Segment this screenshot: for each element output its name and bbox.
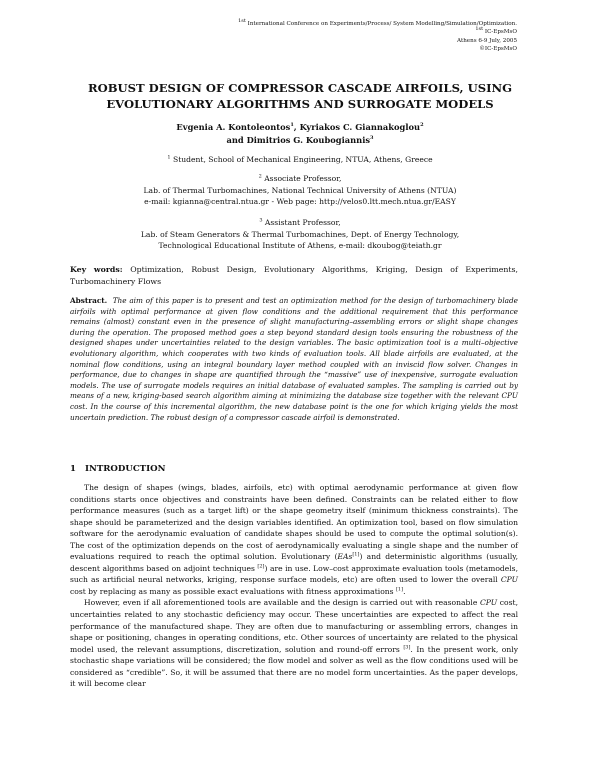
paragraph: The design of shapes (wings, blades, airfoils, etc) with optimal aerodynamic performance at given flow conditions starts once objectives and constraints have been defined. Constraints can be related either to flow performance measures (such as a target lift) or the shape geometry itself (minimum thickness constraints). The shape should be parameterized and the design variables identified. An optimization tool, based on flow simulation software for the aerodynamic evaluation of candidate shapes should be used to compute the optimal solution(s). The cost of the optimization depends on the cost of aerodynamically evaluating a single shape and the number of evaluations required to reach the optimal solution. Evolutionary (EAs[1]) and deterministic algorithms (usually, descent algorithms based on adjoint techniques [2]) are in use. Low–cost approximate evaluation tools (metamodels, such as artificial neural networks, kriging, response surface models, etc) are often used to lower the overall CPU cost by replacing as many as possible exact evaluations with fitness approximations [1].	[70, 483, 519, 596]
author-name: Evgenia A. Kontoleontos	[176, 122, 291, 132]
abstract-label: Abstract.	[70, 296, 108, 305]
section-heading: 1 INTRODUCTION	[70, 464, 166, 474]
conference-date: Athens 6-9 July, 2005	[457, 37, 517, 44]
keywords-label: Key words:	[70, 265, 123, 274]
keywords	[70, 264, 518, 287]
citation: [3]	[403, 644, 411, 651]
abstract-text: The aim of this paper is to present and test an optimization method for the design of turbomachinery blade airfoils with optimal performance at given flow conditions and the additional requirement that this performance remains (almost) constant even in the presence of slight manufacturing–assembling errors or slight shape changes during the operation. The proposed method goes a step beyond standard design tools ensuring the robustness of the designed shapes under uncertainties related to the design variables. The basic optimization tool is a multi–objective evolutionary algorithm, which cooperates with two kinds of evaluation tools. All blade airfoils are evaluated, at the nominal flow conditions, using an integral boundary layer method coupled with an inviscid flow solver. Changes in performance, due to changes in shape are quantified through the “massive” use of inexpensive, surrogate evaluation models. The use of surrogate models requires an initial database of evaluated samples. The sampling is carried out by means of a new, kriging-based search algorithm aiming at minimizing the database size together with the relevant CPU cost. In the course of this incremental algorithm, the new database point is the one for which kriging yields the most uncertain prediction. The robust design of a compressor cascade airfoil is demonstrated.	[70, 296, 519, 422]
contact-line: e-mail: kgianna@central.ntua.gr - Web page: http://velos0.ltt.mech.ntua.gr/EASY	[144, 197, 456, 206]
affiliation-1: $^1$ Student, School of Mechanical Engineering, NTUA, Athens, Greece	[167, 154, 433, 164]
affiliation-2: $^2$ Associate Professor, Lab. of Thermal Turbomachines, National Technical University of Athens (NTUA) e-mail: kgianna@central.ntua.gr - Web page: http://velos0.ltt.mech.ntua.gr/EASY	[40, 173, 560, 208]
affiliation-3: $^3$ Assistant Professor, Lab. of Steam Generators & Thermal Turbomachines, Dept. of Energy Technology, Technological Educational Institute of Athens, e-mail: dkoubog@teiath.gr	[40, 217, 560, 252]
citation: [2]	[257, 563, 265, 570]
running-head	[117, 20, 517, 53]
paragraph: However, even if all aforementioned tools are available and the design is carried out with reasonable CPU cost, uncertainties related to any stochastic deficiency may occur. These uncertainties are expected to affect the real performance of the manufactured shape. They are often due to manufacturing or assembling errors, changes in shape or positioning, changes in operating conditions, etc. Other sources of uncertainty are related to the physical model used, the relevant assumptions, discretization, solution and round-off errors [3]. In the present work, only stochastic shape variations will be considered; the flow model and solver as well as the flow conditions used will be considered as “credible”. So, it will be assumed that there are no model form uncertainties. As the paper develops, it will become clear	[70, 598, 518, 689]
conference-name: $^{1st}$ International Conference on Experiments/Process/ System Modelling/Simulation/Optimization.	[238, 18, 517, 27]
author-name: Kyriakos C. Giannakoglou	[299, 122, 421, 132]
author-list: Evgenia A. Kontoleontos$^1$, Kyriakos C. Giannakoglou$^2$ and Dimitrios G. Koubogiannis$^3$	[176, 122, 424, 145]
introduction-body	[70, 482, 518, 690]
conference-acronym: $^{1st}$ IC-EpsMsO	[475, 26, 517, 36]
abstract	[70, 296, 518, 423]
paper-title: ROBUST DESIGN OF COMPRESSOR CASCADE AIRFOILS, USING EVOLUTIONARY ALGORITHMS AND SURROGATE MODELS	[87, 81, 513, 111]
citation: [1]	[352, 551, 360, 558]
contact-line: Technological Educational Institute of Athens, e-mail: dkoubog@teiath.gr	[158, 241, 442, 250]
citation: [1]	[395, 586, 404, 593]
author-name: Dimitrios G. Koubogiannis	[246, 135, 371, 145]
keywords-text: Optimization, Robust Design, Evolutionary Algorithms, Kriging, Design of Experiments, Turbomachinery Flows	[70, 265, 518, 286]
copyright-notice: ©IC-EpsMsO	[479, 45, 517, 52]
